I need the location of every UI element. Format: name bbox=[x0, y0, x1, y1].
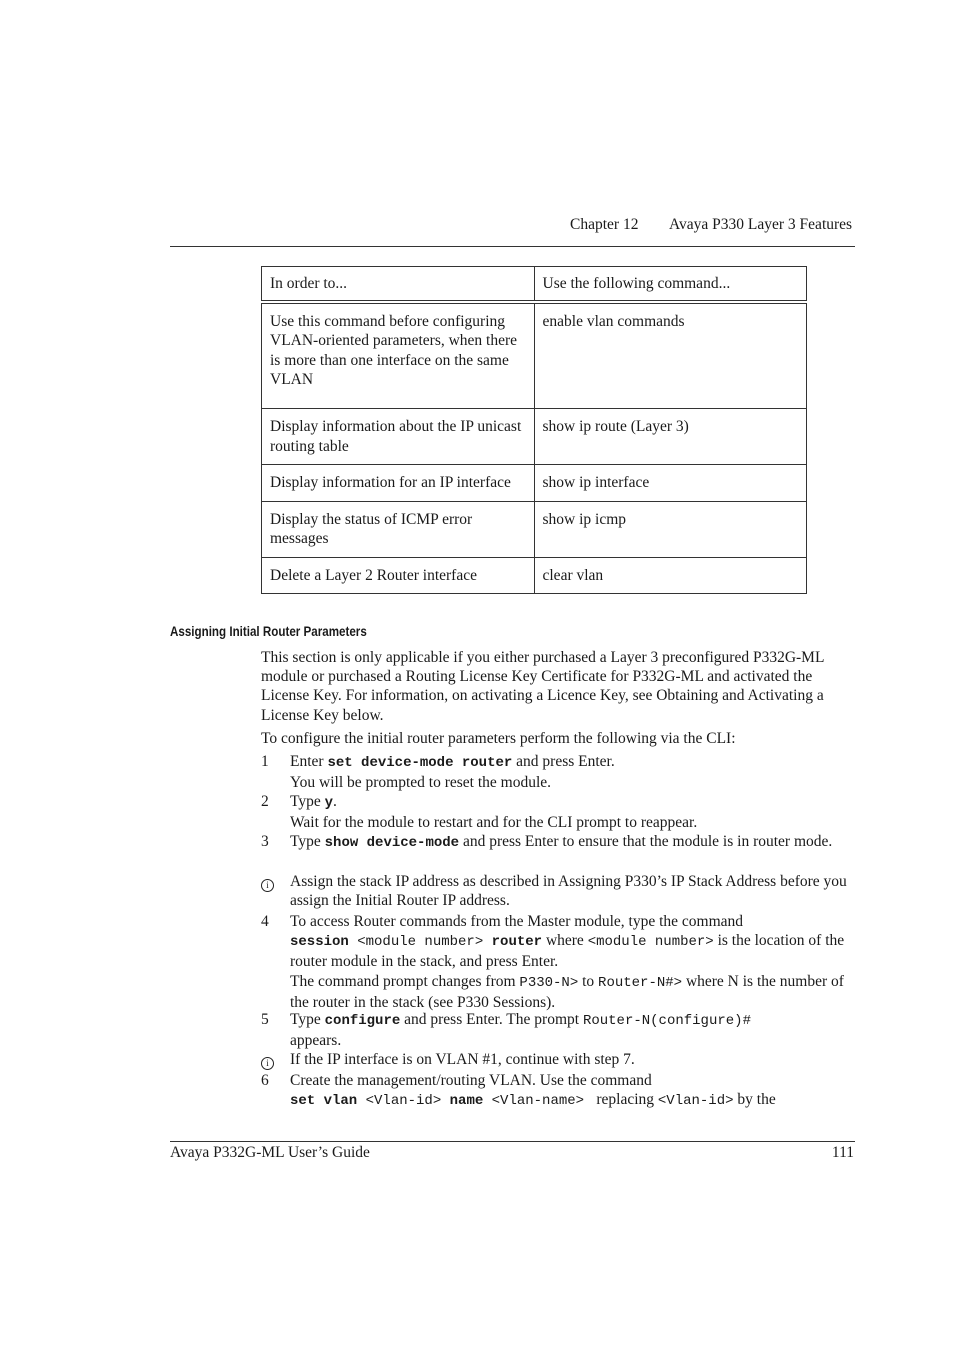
table-row bbox=[262, 557, 807, 594]
command-text: session bbox=[290, 934, 349, 951]
step-text: Type bbox=[290, 1011, 325, 1028]
chapter-title: Avaya P330 Layer 3 Features bbox=[669, 216, 853, 233]
step-5 bbox=[261, 1010, 851, 1050]
table-cell: show ip icmp bbox=[534, 501, 807, 557]
step-text: and press Enter to ensure that the module is in router mode. bbox=[459, 833, 833, 850]
footer-guide-title: Avaya P332G-ML User’s Guide bbox=[170, 1144, 370, 1161]
table-cell: enable vlan commands bbox=[534, 302, 807, 409]
step-number: 2 bbox=[261, 793, 269, 810]
step-number: 1 bbox=[261, 753, 269, 770]
procedure-intro: To configure the initial router parameters perform the following via the CLI: bbox=[261, 730, 736, 747]
argument-text: <Vlan-id> bbox=[657, 1093, 734, 1110]
header-rule bbox=[170, 246, 855, 247]
step-6 bbox=[261, 1071, 851, 1111]
step-number: 4 bbox=[261, 913, 269, 930]
argument-text: <module number> bbox=[587, 934, 714, 951]
table-cell: Display the status of ICMP error messages bbox=[262, 501, 535, 557]
step-4 bbox=[261, 912, 851, 1012]
command-text: configure bbox=[324, 1013, 401, 1029]
step-text: To access Router commands from the Master module, type the command bbox=[290, 913, 744, 930]
step-text: Create the management/routing VLAN. Use the command bbox=[290, 1072, 652, 1089]
step-3 bbox=[261, 832, 851, 853]
step-text: where N is the number of the router in the stack (see P330 Sessions). bbox=[290, 972, 844, 1011]
table-header-row bbox=[262, 267, 807, 302]
step-text: to bbox=[578, 972, 599, 990]
prompt-text: P330-N> bbox=[519, 974, 579, 991]
table-cell: Display information for an IP interface bbox=[262, 465, 535, 502]
chapter-label: Chapter 12 bbox=[570, 216, 639, 233]
table-row bbox=[262, 302, 807, 409]
command-text: y bbox=[324, 795, 334, 811]
note-1 bbox=[261, 872, 851, 910]
table-header-cell: Use the following command... bbox=[534, 267, 807, 302]
command-table bbox=[261, 266, 807, 594]
command-text: router bbox=[491, 934, 543, 951]
section-heading: Assigning Initial Router Parameters bbox=[170, 624, 367, 639]
step-number: 5 bbox=[261, 1011, 269, 1028]
table-cell: Delete a Layer 2 Router interface bbox=[262, 557, 535, 594]
step-text: replacing bbox=[592, 1091, 658, 1109]
table-cell: Use this command before configuring VLAN-oriented parameters, when there is more than one interface on the same VLAN bbox=[262, 302, 535, 409]
command-text: set device-mode router bbox=[327, 755, 513, 771]
info-icon: i bbox=[261, 879, 274, 892]
argument-text: <Vlan-name> bbox=[483, 1093, 593, 1110]
step-text: You will be prompted to reset the module. bbox=[290, 774, 552, 792]
note-2 bbox=[261, 1050, 851, 1069]
argument-text: <module number> bbox=[348, 934, 492, 951]
table-row bbox=[262, 501, 807, 557]
step-number: 3 bbox=[261, 833, 269, 850]
step-2 bbox=[261, 792, 851, 832]
intro-paragraph: This section is only applicable if you either purchased a Layer 3 preconfigured P332G-ML module or purchased a Routing License Key Certificate for P332G-ML and activated the License Key. For information, on activating a Licence Key, see Obtaining and Activating a License Key below. bbox=[261, 649, 824, 724]
prompt-text: Router-N(configure)# bbox=[582, 1013, 751, 1029]
info-icon: i bbox=[261, 1057, 274, 1070]
step-text: where bbox=[542, 932, 588, 950]
table-header-cell: In order to... bbox=[262, 267, 535, 302]
table-cell: show ip interface bbox=[534, 465, 807, 502]
step-text: Type bbox=[290, 793, 325, 810]
command-text: set vlan bbox=[290, 1093, 358, 1110]
note-text: If the IP interface is on VLAN #1, continue with step 7. bbox=[290, 1051, 635, 1068]
footer-rule bbox=[170, 1141, 855, 1142]
prompt-text: Router-N#> bbox=[598, 974, 683, 991]
step-number: 6 bbox=[261, 1072, 269, 1089]
table-row bbox=[262, 409, 807, 465]
table-row bbox=[262, 465, 807, 502]
step-1 bbox=[261, 752, 851, 792]
step-text: and press Enter. bbox=[512, 753, 615, 770]
argument-text: <Vlan-id> bbox=[357, 1093, 450, 1110]
step-text: is the location of the router module in the stack, and press Enter. bbox=[290, 932, 845, 971]
step-text: Wait for the module to restart and for the CLI prompt to reappear. bbox=[290, 814, 698, 832]
step-text: Type bbox=[290, 833, 325, 850]
step-text: appears. bbox=[290, 1032, 342, 1050]
step-text: and press Enter. The prompt bbox=[400, 1011, 583, 1028]
step-text: by the bbox=[733, 1091, 776, 1109]
table-cell: clear vlan bbox=[534, 557, 807, 594]
page-number: 111 bbox=[831, 1144, 854, 1161]
step-text: The command prompt changes from bbox=[290, 972, 520, 990]
step-text: Enter bbox=[290, 753, 328, 770]
table-cell: Display information about the IP unicast routing table bbox=[262, 409, 535, 465]
note-text: Assign the stack IP address as described in Assigning P330’s IP Stack Address before you assign the Initial Router IP address. bbox=[290, 873, 847, 910]
table-cell: show ip route (Layer 3) bbox=[534, 409, 807, 465]
command-text: show device-mode bbox=[324, 835, 460, 851]
command-text: name bbox=[449, 1093, 484, 1110]
step-text: . bbox=[333, 793, 337, 810]
